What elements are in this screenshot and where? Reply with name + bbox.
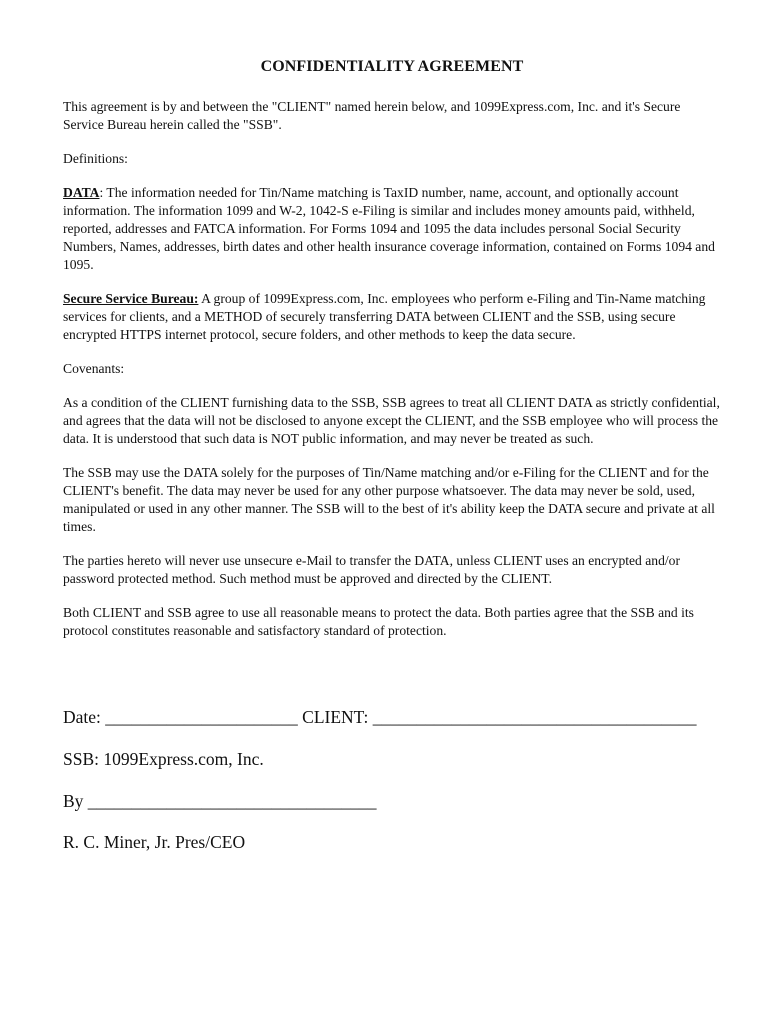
ssb-definition-paragraph (63, 290, 723, 344)
data-term: DATA (63, 185, 100, 200)
document-title: CONFIDENTIALITY AGREEMENT (260, 58, 524, 75)
covenant-paragraph-3: The parties hereto will never use unsecure e-Mail to transfer the DATA, unless CLIENT uses an encrypted and/or password protected method. Such method must be approved and directed by the CLIENT. (63, 553, 680, 586)
document-body (63, 98, 723, 656)
date-client-signature-line: Date: ______________________ CLIENT: _____________________________________ (63, 707, 697, 727)
data-definition-paragraph (63, 184, 723, 274)
data-definition-text: : The information needed for Tin/Name matching is TaxID number, name, account, and optionally account information. The information 1099 and W-2, 1042-S e-Filing is similar and includes money amounts paid, withheld, reported, addresses and FATCA information. For Forms 1094 and 1095 the data includes personal Social Security Numbers, Names, addresses, birth dates and other health insurance coverage information, contained on Forms 1094 and 1095. (63, 185, 715, 272)
ssb-company-line: SSB: 1099Express.com, Inc. (63, 749, 264, 769)
ssb-definition-text: A group of 1099Express.com, Inc. employees who perform e-Filing and Tin-Name matching services for clients, and a METHOD of securely transferring DATA between CLIENT and the SSB, using secure encrypted HTTPS internet protocol, secure folders, and other methods to keep the data secure. (63, 291, 706, 342)
by-signature-line: By _________________________________ (63, 791, 377, 811)
intro-paragraph: This agreement is by and between the "CLIENT" named herein below, and 1099Express.com, Inc. and it's Secure Service Bureau herein called the "SSB". (63, 99, 681, 132)
signer-name-line: R. C. Miner, Jr. Pres/CEO (63, 832, 246, 852)
definitions-heading: Definitions: (63, 151, 128, 166)
covenant-paragraph-1: As a condition of the CLIENT furnishing data to the SSB, SSB agrees to treat all CLIENT DATA as strictly confidential, and agrees that the data will not be disclosed to anyone except the CLIENT, and the SSB employee who will process the data. It is understood that such data is NOT public information, and may never be treated as such. (63, 395, 720, 446)
covenant-paragraph-2: The SSB may use the DATA solely for the purposes of Tin/Name matching and/or e-Filing for the CLIENT and for the CLIENT's benefit. The data may never be used for any other purpose whatsoever. The data may never be sold, used, manipulated or used in any other manner. The SSB will to the best of it's ability keep the DATA secure and private at all times. (63, 465, 715, 534)
covenants-heading: Covenants: (63, 361, 125, 376)
covenant-paragraph-4: Both CLIENT and SSB agree to use all reasonable means to protect the data. Both parties agree that the SSB and its protocol constitutes reasonable and satisfactory standard of protection. (63, 605, 694, 638)
ssb-term: Secure Service Bureau: (63, 291, 199, 306)
